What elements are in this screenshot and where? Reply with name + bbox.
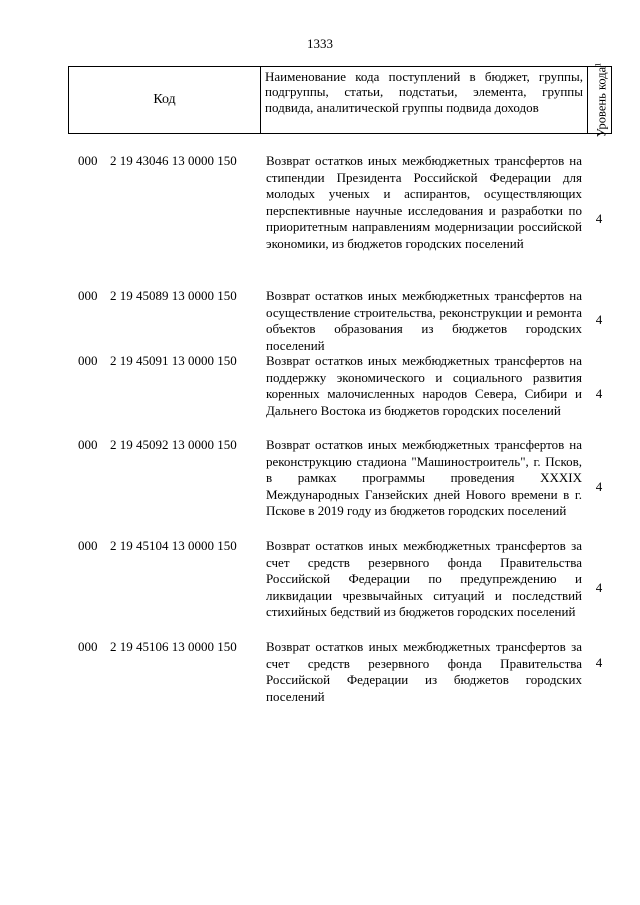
row-description: Возврат остатков иных межбюджетных трансфертов на стипендии Президента Российской Федерации для молодых ученых и аспирантов, осуществляющих перспективные научные исследования и разработки по приоритетным направлениям модернизации российской экономики, из бюджетов городских поселений bbox=[266, 153, 582, 251]
page-number: 1333 bbox=[307, 36, 333, 51]
row-level: 4 bbox=[595, 655, 603, 670]
header-level bbox=[588, 62, 611, 138]
row-admin-code: 000 bbox=[78, 288, 98, 303]
row-level: 4 bbox=[595, 580, 603, 595]
row-admin-code: 000 bbox=[78, 353, 98, 368]
row-kbk-code: 2 19 45092 13 0000 150 bbox=[110, 437, 237, 452]
row-description: Возврат остатков иных межбюджетных трансфертов на осуществление строительства, реконструкции и ремонта объектов образования из бюджетов городских поселений bbox=[266, 288, 582, 353]
row-kbk-code: 2 19 45091 13 0000 150 bbox=[110, 353, 237, 368]
row-description: Возврат остатков иных межбюджетных трансфертов за счет средств резервного фонда Правительства Российской Федерации из бюджетов городских поселений bbox=[266, 639, 582, 704]
row-kbk-code: 2 19 45089 13 0000 150 bbox=[110, 288, 237, 303]
row-description: Возврат остатков иных межбюджетных трансфертов на поддержку экономического и социального развития коренных малочисленных народов Севера, Сибири и Дальнего Востока из бюджетов городских поселений bbox=[266, 353, 582, 418]
header-code: Код bbox=[69, 67, 261, 133]
row-level: 4 bbox=[595, 211, 603, 226]
row-level: 4 bbox=[595, 386, 603, 401]
row-admin-code: 000 bbox=[78, 437, 98, 452]
header-name: Наименование кода поступлений в бюджет, группы, подгруппы, статьи, подстатьи, элемента, группы подвида, аналитической группы подвида доходов bbox=[261, 67, 588, 133]
header-level-text: Уровень кода bbox=[594, 66, 609, 138]
row-admin-code: 000 bbox=[78, 639, 98, 654]
row-kbk-code: 2 19 43046 13 0000 150 bbox=[110, 153, 237, 168]
row-kbk-code: 2 19 45106 13 0000 150 bbox=[110, 639, 237, 654]
header-level-label bbox=[592, 63, 607, 137]
header-level-footnote: 1 bbox=[592, 62, 602, 67]
row-admin-code: 000 bbox=[78, 538, 98, 553]
row-description: Возврат остатков иных межбюджетных трансфертов за счет средств резервного фонда Правительства Российской Федерации по предупреждению и ликвидации чрезвычайных ситуаций и последствий стихийных бедствий из бюджетов городских поселений bbox=[266, 538, 582, 619]
table-header bbox=[68, 62, 612, 138]
row-description: Возврат остатков иных межбюджетных трансфертов на реконструкцию стадиона "Машиностроитель", г. Псков, в рамках программы проведения XXXIX Международных Ганзейских дней Нового времени в г. Пскове в 2019 году из бюджетов городских поселений bbox=[266, 437, 582, 518]
row-level: 4 bbox=[595, 312, 603, 327]
row-level: 4 bbox=[595, 479, 603, 494]
row-kbk-code: 2 19 45104 13 0000 150 bbox=[110, 538, 237, 553]
row-admin-code: 000 bbox=[78, 153, 98, 168]
